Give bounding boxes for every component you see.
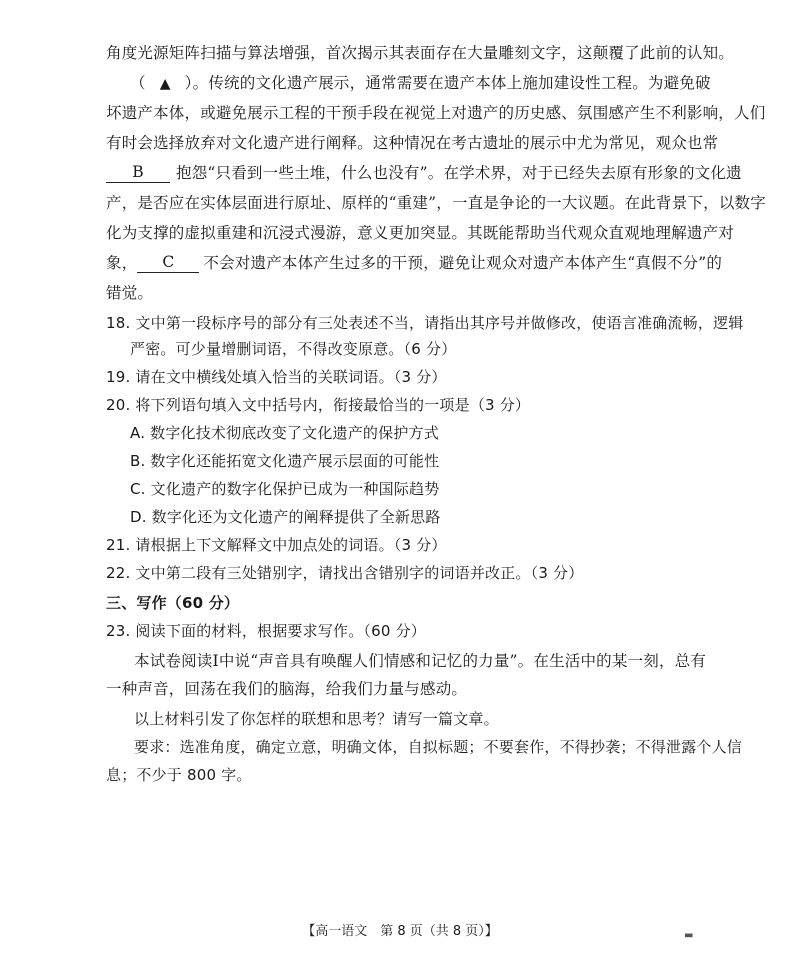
- passage-line: 产，是否应在实体层面进行原址、原样的“重建”，一直是争论的一大议题。在此背景下，以数字: [106, 194, 766, 212]
- passage-line: [130, 72, 711, 95]
- passage-text: 不会对遗产本体产生过多的干预，避免让观众对遗产本体产生“真假不分”的: [203, 254, 723, 272]
- writing-requirements-cont: 息；不少于 800 字。: [106, 766, 252, 784]
- passage-line: 化为支撑的虚拟重建和沉浸式漫游，意义更加突显。其既能帮助当代观众直观地理解遗产对: [106, 224, 735, 242]
- page-footer: 【高一语文 第 8 页（共 8 页）】: [302, 924, 498, 939]
- blank-b[interactable]: B: [106, 162, 170, 183]
- material-line: 本试卷阅读Ⅰ中说“声音具有唤醒人们情感和记忆的力量”。在生活中的某一刻，总有: [134, 652, 707, 670]
- question-21: 21. 请根据上下文解释文中加点处的词语。（3 分）: [106, 536, 447, 554]
- material-line: 一种声音，回荡在我们的脑海，给我们力量与感动。: [106, 680, 468, 698]
- passage-line: [106, 252, 722, 274]
- passage-line: 错觉。: [106, 284, 154, 302]
- corner-mark: ▬: [684, 930, 694, 941]
- option-b[interactable]: B. 数字化还能拓宽文化遗产展示层面的可能性: [130, 452, 440, 470]
- question-19: 19. 请在文中横线处填入恰当的关联词语。（3 分）: [106, 368, 447, 386]
- option-c[interactable]: C. 文化遗产的数字化保护已成为一种国际趋势: [130, 480, 440, 498]
- blank-c[interactable]: C: [137, 252, 199, 273]
- question-18-cont: 严密。可少量增删词语，不得改变原意。（6 分）: [130, 340, 457, 358]
- section-title-writing: 三、写作（60 分）: [106, 594, 240, 612]
- writing-prompt: 以上材料引发了你怎样的联想和思考？请写一篇文章。: [134, 710, 499, 728]
- question-18: 18. 文中第一段标序号的部分有三处表述不当，请指出其序号并做修改，使语言准确流畅，逻辑: [106, 314, 744, 332]
- question-20: 20. 将下列语句填入文中括号内，衔接最恰当的一项是（3 分）: [106, 396, 531, 414]
- passage-line: 有时会选择放弃对文化遗产进行阐释。这种情况在考古遗址的展示中尤为常见，观众也常: [106, 134, 719, 152]
- writing-requirements: 要求：选准角度，确定立意，明确文体，自拟标题；不要套作，不得抄袭；不得泄露个人信: [134, 738, 743, 756]
- question-23: 23. 阅读下面的材料，根据要求写作。（60 分）: [106, 622, 426, 640]
- passage-line: [106, 162, 742, 184]
- blank-triangle-icon: ▲: [159, 76, 171, 92]
- option-a[interactable]: A. 数字化技术彻底改变了文化遗产的保护方式: [130, 424, 439, 442]
- passage-line: 角度光源矩阵扫描与算法增强，首次揭示其表面存在大量雕刻文字，这颠覆了此前的认知。: [106, 44, 735, 62]
- passage-text: 抱怨“只看到一些土堆，什么也没有”。在学术界，对于已经失去原有形象的文化遗: [176, 164, 742, 182]
- passage-line: 坏遗产本体，或避免展示工程的干预手段在视觉上对遗产的历史感、氛围感产生不利影响，人们: [106, 104, 766, 122]
- paren-open: （: [130, 74, 146, 92]
- question-22: 22. 文中第二段有三处错别字，请找出含错别字的词语并改正。（3 分）: [106, 564, 584, 582]
- passage-text: 象，: [106, 254, 138, 272]
- passage-text: ）。传统的文化遗产展示，通常需要在遗产本体上施加建设性工程。为避免破: [184, 74, 711, 92]
- option-d[interactable]: D. 数字化还为文化遗产的阐释提供了全新思路: [130, 508, 441, 526]
